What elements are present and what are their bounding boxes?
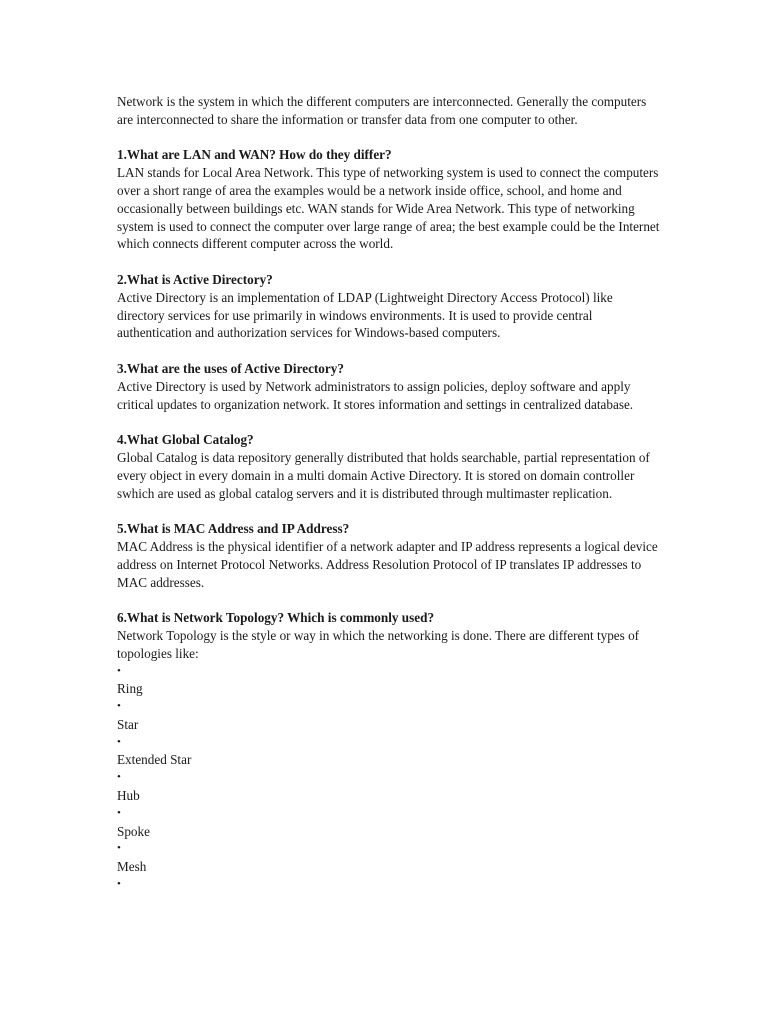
bullet-icon: • bbox=[117, 735, 121, 748]
document-page bbox=[117, 93, 662, 894]
answer-paragraph: Active Directory is used by Network administrators to assign policies, deploy software and apply critical updates to organization network. It stores information and settings in centralized database. bbox=[117, 378, 634, 412]
bullet-icon: • bbox=[117, 700, 121, 713]
list-item: Mesh bbox=[117, 859, 147, 875]
question-heading: 4.What Global Catalog? bbox=[117, 432, 254, 448]
question-heading: 5.What is MAC Address and IP Address? bbox=[117, 521, 350, 537]
bullet-icon: • bbox=[117, 664, 121, 677]
question-heading: 1.What are LAN and WAN? How do they differ? bbox=[117, 147, 392, 163]
bullet-icon: • bbox=[117, 771, 121, 784]
list-item: Hub bbox=[117, 788, 140, 804]
spacer bbox=[117, 342, 662, 360]
topology-list bbox=[117, 663, 662, 894]
bullet-icon: • bbox=[117, 842, 121, 855]
spacer bbox=[117, 413, 662, 431]
list-item: Ring bbox=[117, 681, 143, 697]
answer-paragraph: LAN stands for Local Area Network. This type of networking system is used to connect the computers over a short range of area the examples would be a network inside office, school, and home and occasionally between buildings etc. WAN stands for Wide Area Network. This type of networking system is used to connect the computer over large range of area; the best example could be the Internet which connects different computer across the world. bbox=[117, 165, 660, 252]
answer-paragraph: Network Topology is the style or way in which the networking is done. There are different types of topologies like: bbox=[117, 627, 640, 661]
bullet-icon: • bbox=[117, 806, 121, 819]
spacer bbox=[117, 502, 662, 520]
bullet-icon: • bbox=[117, 878, 121, 891]
spacer bbox=[117, 253, 662, 271]
question-heading: 2.What is Active Directory? bbox=[117, 271, 273, 287]
list-item: Extended Star bbox=[117, 752, 192, 768]
question-heading: 6.What is Network Topology? Which is commonly used? bbox=[117, 610, 435, 626]
list-item: Spoke bbox=[117, 823, 150, 839]
spacer bbox=[117, 591, 662, 609]
answer-paragraph: Active Directory is an implementation of LDAP (Lightweight Directory Access Protocol) like directory services for use primarily in windows environments. It is used to provide central authentication and authorization services for Windows-based computers. bbox=[117, 289, 613, 341]
intro-paragraph: Network is the system in which the different computers are interconnected. Generally the computers are interconnected to share the information or transfer data from one computer to other. bbox=[117, 94, 647, 127]
question-heading: 3.What are the uses of Active Directory? bbox=[117, 360, 344, 376]
answer-paragraph: MAC Address is the physical identifier of a network adapter and IP address represents a logical device address on Internet Protocol Networks. Address Resolution Protocol of IP translates IP addresses to MAC addresses. bbox=[117, 538, 658, 590]
answer-paragraph: Global Catalog is data repository generally distributed that holds searchable, partial representation of every object in every domain in a multi domain Active Directory. It is stored on domain controller swhich are used as global catalog servers and it is distributed through multimaster replication. bbox=[117, 449, 650, 501]
spacer bbox=[117, 129, 662, 147]
list-item: Star bbox=[117, 716, 139, 732]
